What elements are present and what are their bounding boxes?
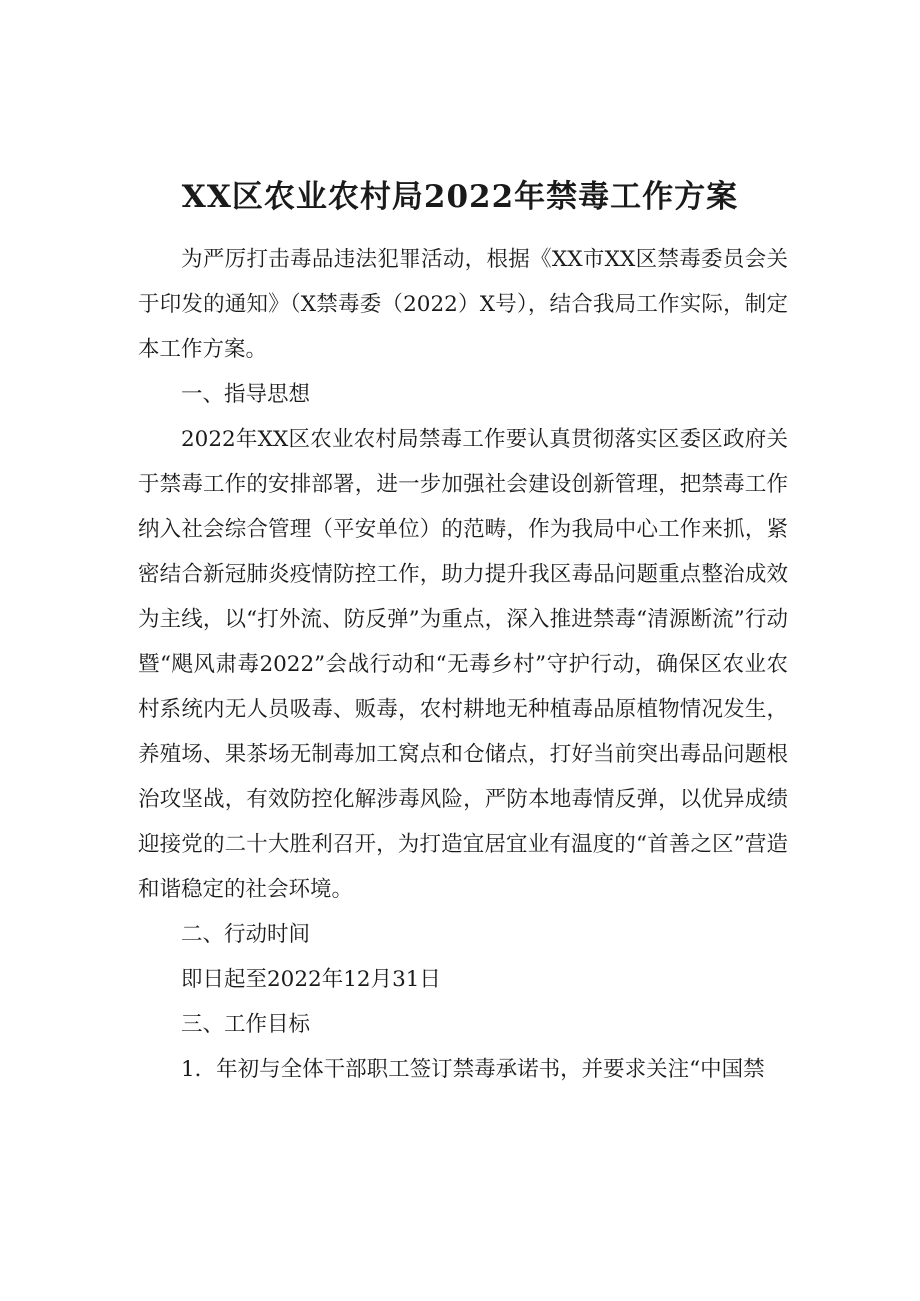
document-title: XX区农业农村局2022年禁毒工作方案 <box>181 179 739 215</box>
action-time-paragraph: 即日起至2022年12月31日 <box>181 967 441 992</box>
intro-paragraph: 为严厉打击毒品违法犯罪活动，根据《XX市XX区禁毒委员会关于印发的通知》（X禁毒委（2022）X号），结合我局工作实际，制定本工作方案。 <box>138 247 788 362</box>
section-heading-action-time: 二、行动时间 <box>181 922 311 947</box>
work-goal-item-1: 1．年初与全体干部职工签订禁毒承诺书，并要求关注“中国禁 <box>181 1057 765 1082</box>
section-heading-guiding-thought: 一、指导思想 <box>181 382 311 407</box>
section-heading-work-goals: 三、工作目标 <box>181 1012 311 1037</box>
guiding-thought-paragraph: 2022年XX区农业农村局禁毒工作要认真贯彻落实区委区政府关于禁毒工作的安排部署，进一步加强社会建设创新管理，把禁毒工作纳入社会综合管理（平安单位）的范畴，作为我局中心工作来抓，紧密结合新冠肺炎疫情防控工作，助力提升我区毒品问题重点整治成效为主线，以“打外流、防反弹”为重点，深入推进禁毒“清源断流”行动暨“飓风肃毒2022”会战行动和“无毒乡村”守护行动，确保区农业农村系统内无人员吸毒、贩毒，农村耕地无种植毒品原植物情况发生，养殖场、果茶场无制毒加工窝点和仓储点，打好当前突出毒品问题根治攻坚战，有效防控化解涉毒风险，严防本地毒情反弹，以优异成绩迎接党的二十大胜利召开，为打造宜居宜业有温度的“首善之区”营造和谐稳定的社会环境。 <box>138 427 788 902</box>
document-body <box>138 237 788 1092</box>
